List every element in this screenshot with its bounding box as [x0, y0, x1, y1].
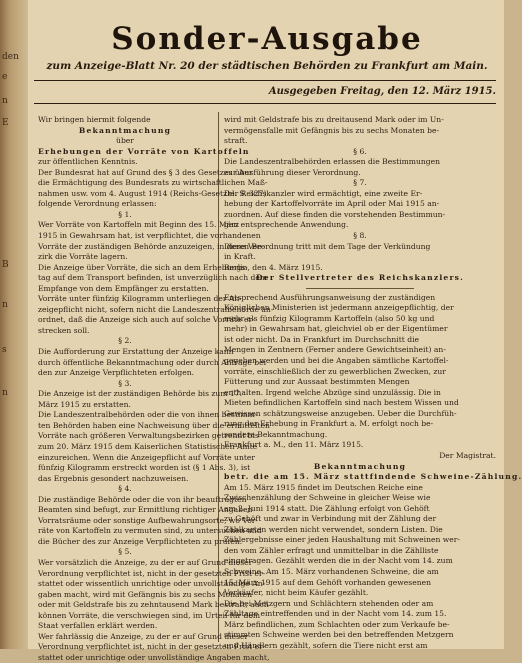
text-line: zeigepflicht nicht, sofern nicht die Landeszentralbehörde an- — [38, 304, 274, 314]
text-line: den zur Anzeige Verpflichteten erfolgen. — [38, 368, 195, 378]
text-line: fünfzig Kilogramm erstreckt worden ist (§ 1 Abs. 3), ist — [38, 463, 251, 473]
text-line: Der Reichskanzler wird ermächtigt, eine zweite Er- — [224, 188, 423, 198]
text-line: Diese Verordnung tritt mit dem Tage der Verkündung — [224, 241, 431, 251]
text-line: das Ergebnis gesondert nachzuweisen. — [38, 473, 189, 483]
page-subtitle: zum Anzeige-Blatt Nr. 20 der städtischen Behörden zu Frankfurt am Main. — [46, 60, 488, 72]
bleed-fragment: n — [2, 96, 8, 106]
text-line: Verordnung verpflichtet ist, nicht in der gesetzten Frist er- — [38, 642, 266, 652]
bleed-fragment: e — [2, 72, 8, 82]
right-column — [224, 115, 522, 651]
text-line: zuordnen. Auf diese finden die vorstehenden Bestimmun- — [224, 209, 446, 219]
text-line: am 2. Juni 1914 statt. Die Zählung erfolgt von Gehöft — [224, 503, 430, 513]
text-line: durch öffentliche Bekanntmachung oder durch Anfrage bei — [38, 357, 267, 367]
text-line: Zählkarten werden nicht verwendet, sondern Listen. Die — [224, 524, 443, 534]
text-line: und Händlern gezählt, sofern die Tiere nicht erst am — [224, 640, 428, 650]
text-line: § 8. — [353, 231, 367, 241]
text-line: Königlichen Ministerien ist jedermann anzeigepflichtig, der — [224, 303, 454, 313]
bleed-fragment: n — [2, 388, 8, 398]
text-line: März 1915 zu erstatten. — [38, 399, 131, 409]
text-line: § 7. — [353, 178, 367, 188]
text-line: gen entsprechende Anwendung. — [224, 220, 349, 230]
text-line: Wer vorsätzlich die Anzeige, zu der er auf Grund dieser — [38, 557, 253, 567]
text-line: Die Anzeige über Vorräte, die sich an dem Erhebungs- — [38, 262, 248, 272]
section-heading: Bekanntmachung — [313, 461, 407, 471]
section-heading: betr. die am 15. März stattfindende Schweine-Zählung. — [224, 472, 522, 482]
text-line: Vorratsräume oder sonstige Aufbewahrungsorte, wo Vor- — [38, 515, 258, 525]
text-line: Vorräte der zuständigen Behörde anzuzeigen, in deren Be- — [38, 241, 265, 251]
text-line: Empfange von dem Empfänger zu erstatten. — [38, 283, 209, 293]
text-line: mehr) in Gewahrsam hat, gleichviel ob er der Eigentümer — [224, 324, 448, 334]
text-line: § 3. — [118, 378, 132, 388]
section-separator — [306, 288, 415, 289]
text-line: sondere Bekanntmachung. — [224, 429, 328, 439]
text-line: § 1. — [118, 209, 132, 219]
text-line: vermögensfalle mit Gefängnis bis zu sechs Monaten be- — [224, 125, 440, 135]
text-line: zum 20. März 1915 dem Kaiserlichen Statistischen Amte — [38, 441, 258, 451]
text-line: straft. — [224, 136, 248, 146]
text-line: Entsprechend Ausführungsanweisung der zuständigen — [224, 292, 436, 302]
text-line: ten Behörden haben eine Nachweisung über die ermittelten — [38, 420, 270, 430]
text-line: Zähltage eintreffenden und in der Nacht vom 14. zum 15. — [224, 609, 447, 619]
text-line: Wer Vorräte von Kartoffeln mit Beginn des 15. März — [38, 220, 239, 230]
text-line: Wir bringen hiermit folgende — [38, 115, 151, 124]
bleed-fragment: B — [2, 260, 9, 270]
text-line: Der Magistrat. — [439, 450, 496, 460]
text-line: wird mit Geldstrafe bis zu dreitausend Mark oder im Un- — [224, 115, 444, 124]
text-line: Die Anzeige ist der zuständigen Behörde bis zum 17. — [38, 389, 243, 399]
bleed-fragment: n — [2, 300, 8, 310]
text-line: zirk die Vorräte lagern. — [38, 252, 128, 262]
text-line: Staat verfallen erklärt werden. — [38, 621, 158, 631]
text-line: Gewissen schätzungsweise anzugeben. Ueber die Durchfüh- — [224, 408, 457, 418]
text-line: gegeben werden und bei die Angaben sämtliche Kartoffel- — [224, 356, 449, 366]
text-line: enthalten. Irgend welche Abzüge sind unzulässig. Die in — [224, 387, 441, 397]
text-line: Die Landeszentralbehörden oder die von ihnen bestimm- — [38, 410, 258, 420]
text-line: Die zuständige Behörde oder die von ihr beauftragten — [38, 494, 247, 504]
text-line: zu Gehöft und zwar in Verbindung mit der Zählung der — [224, 514, 437, 524]
text-line: den vom Zähler erfragt und unmittelbar in die Zählliste — [224, 545, 439, 555]
text-line: Zwischenzählung der Schweine in gleicher Weise wie — [224, 493, 431, 503]
text-line: stimmten Schweine werden bei den betreffenden Metzgern — [224, 630, 454, 640]
text-line: Die Aufforderung zur Erstattung der Anzeige kann — [38, 347, 234, 357]
text-line: Vorräte nach größeren Verwaltungsbezirken getrennt bis — [38, 431, 259, 441]
page-title: Sonder-Ausgabe — [111, 21, 423, 57]
text-line: § 2. — [118, 336, 132, 346]
text-line: Wer fahrlässig die Anzeige, zu der er auf Grund dieser — [38, 631, 249, 641]
bleed-fragment: E — [2, 118, 9, 128]
text-line: tag auf dem Transport befinden, ist unverzüglich nach dem — [38, 273, 268, 283]
section-heading: Der Stellvertreter des Reichskanzlers. — [256, 273, 464, 283]
text-line: Die Landeszentralbehörden erlassen die Bestimmungen — [224, 157, 441, 167]
text-line: März befindlichen, zum Schlachten oder zum Verkaufe be- — [224, 619, 450, 629]
text-line: Schweine. Am 15. März vorhandenen Schweine, die am — [224, 566, 439, 576]
text-line: Der Bundesrat hat auf Grund des § 3 des Gesetzes über — [38, 167, 253, 177]
text-line: die Ermächtigung des Bundesrats zu wirtschaftlichen Maß- — [38, 178, 268, 188]
text-line: einzureichen. Wenn die Anzeigepflicht auf Vorräte unter — [38, 452, 256, 462]
text-line: Beamten sind befugt, zur Ermittlung richtiger Angaben — [38, 505, 253, 515]
text-line: stattet oder wissentlich unrichtige oder unvollständige An- — [38, 579, 266, 589]
text-line: Die bei Metzgern und Schlächtern stehenden oder am — [224, 598, 434, 608]
masthead-rule-top — [34, 80, 496, 81]
text-line: ordnet, daß die Anzeige sich auch auf solche Vorräte er- — [38, 315, 255, 325]
text-line: Berlin, den 4. März 1915. — [224, 262, 323, 272]
text-line: die Bücher des zur Anzeige Verpflichteten zu prüfen. — [38, 536, 243, 546]
text-line: ist oder nicht. Da in Frankfurt im Durchschnitt die — [224, 334, 420, 344]
text-line: Zählergebnisse einer jeden Haushaltung mit Schweinen wer- — [224, 535, 460, 545]
text-line: § 5. — [118, 547, 132, 557]
text-line: in Kraft. — [224, 252, 256, 262]
text-line: über — [116, 136, 134, 146]
text-line: vorräte, einschließlich der zu gewerblichen Zwecken, zur — [224, 366, 446, 376]
text-line: Am 15. März 1915 findet im Deutschen Reiche eine — [224, 482, 423, 492]
text-line: mehr als fünfzig Kilogramm Kartoffeln (also 50 kg und — [224, 313, 435, 323]
text-line: zur Ausführung dieser Verordnung. — [224, 167, 361, 177]
text-line: Verkäufer, nicht beim Käufer gezählt. — [224, 588, 369, 598]
text-line: räte von Kartoffeln zu vermuten sind, zu untersuchen und — [38, 526, 262, 536]
masthead — [36, 22, 498, 72]
text-line: hebung der Kartoffelvorräte im April oder Mai 1915 an- — [224, 199, 440, 209]
text-line: § 6. — [353, 146, 367, 156]
text-line: folgende Verordnung erlassen: — [38, 199, 157, 209]
text-line: strecken soll. — [38, 325, 90, 335]
text-line: Mengen in Zentnern (Ferner andere Gewichtseinheit) an- — [224, 345, 446, 355]
text-line: zur öffentlichen Kenntnis. — [38, 157, 138, 167]
text-line: Frankfurt a. M., den 11. März 1915. — [224, 440, 364, 450]
text-line: eingetragen. Gezählt werden die in der Nacht vom 14. zum — [224, 556, 453, 566]
text-line: stattet oder unrichtige oder unvollständige Angaben macht, — [38, 652, 270, 662]
text-line: 1915 in Gewahrsam hat, ist verpflichtet, die vorhandenen — [38, 231, 261, 241]
text-line: Verordnung verpflichtet ist, nicht in der gesetzten Frist er- — [38, 568, 266, 578]
section-heading: Erhebungen der Vorräte von Kartoffeln — [38, 146, 250, 156]
text-line: § 4. — [118, 484, 132, 494]
section-heading: Bekanntmachung — [78, 125, 172, 135]
text-line: gaben macht, wird mit Gefängnis bis zu sechs Monaten — [38, 589, 252, 599]
bleed-fragment: s — [2, 345, 7, 355]
masthead-rule-bottom — [34, 103, 496, 104]
text-line: können Vorräte, die verschwiegen sind, im Urteil für dem — [38, 610, 261, 620]
text-line: Mieten befindlichen Kartoffeln sind nach bestem Wissen und — [224, 398, 459, 408]
text-line: rung der Erhebung in Frankfurt a. M. erfolgt noch be- — [224, 419, 434, 429]
text-line: Vorräte unter fünfzig Kilogramm unterliegen der An- — [38, 294, 242, 304]
text-line: oder mit Geldstrafe bis zu zehntausend Mark bestraft; auch — [38, 600, 269, 610]
bleed-fragment: den — [2, 52, 19, 62]
text-line: 15. März 1915 auf dem Gehöft vorhanden gewesenen — [224, 577, 431, 587]
issue-date-line: Ausgegeben Freitag, den 12. März 1915. — [268, 86, 496, 97]
text-line: nahmen usw. vom 4. August 1914 (Reichs-Gesetzbl. S. 327) — [38, 188, 267, 198]
text-line: Fütterung und zur Aussaat bestimmten Mengen — [224, 377, 410, 387]
